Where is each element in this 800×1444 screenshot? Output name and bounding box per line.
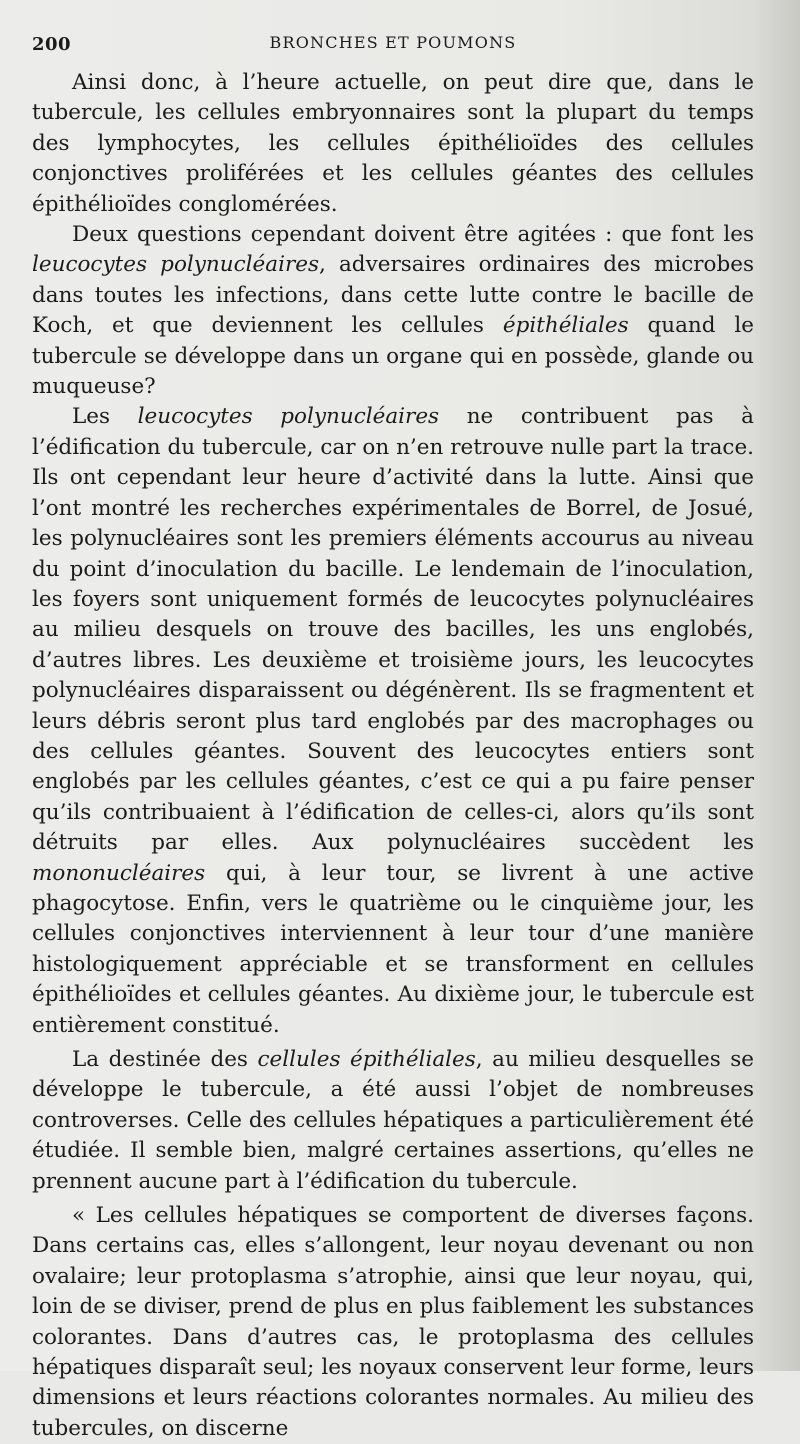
italic-term-leucocytes-polynucleaires: leucocytes polynucléaires	[137, 404, 440, 430]
italic-term-cellules-epitheliales: cellules épithéliales	[257, 1047, 476, 1072]
italic-term-mononucleaires: mononucléaires	[32, 860, 206, 886]
paragraph-1	[32, 68, 754, 220]
paragraph-4	[32, 1045, 754, 1197]
page-number: 200	[32, 34, 72, 55]
running-title: BRONCHES ET POUMONS	[269, 33, 517, 52]
paragraph-1-text: Ainsi donc, à l’heure actuelle, on peut dire que, dans le tubercule, les cellules embryonnaires sont la plupart du temps des lymphocytes, les cellules épithélioïdes des cellules conjonctives proliférées et les cellules géantes des cellules épithélioïdes conglomérées.	[32, 70, 754, 217]
paragraph-2-text-a: Deux questions cependant doivent être agitées : que font les	[72, 222, 754, 248]
running-header	[32, 30, 754, 56]
paragraph-2-text-c: quand le tubercule se développe dans un organe qui en possède, glande ou muqueuse?	[32, 313, 755, 400]
italic-term-leucocytes-polynucleaires: leucocytes polynucléaires	[32, 252, 319, 278]
paragraph-4-text-b: , au milieu desquelles se développe le tubercule, a été aussi l’objet de nombreuses controverses. Celle des cellules hépatiques a particulièrement été étudiée. Il semble bien, malgré certaines assertions, qu’elles ne prennent aucune part à l’édification du tubercule.	[32, 1047, 755, 1194]
paragraph-2-text-b: , adversaires ordinaires des microbes dans toutes les infections, dans cette lutte contre le bacille de Koch, et que deviennent les cellules	[32, 252, 754, 339]
paragraph-5-text: « Les cellules hépatiques se comportent de diverses façons. Dans certains cas, elles s’allongent, leur noyau devenant ou non ovalaire; leur protoplasma s’atrophie, ainsi que leur noyau, qui, loin de se diviser, prend de plus en plus faiblement les substances colorantes. Dans d’autres cas, le protoplasma des cellules hépatiques disparaît seul; les noyaux conservent leur forme, leurs dimensions et leurs réactions colorantes normales. Au milieu des tubercules, on discerne	[32, 1203, 754, 1441]
paragraph-2	[32, 220, 754, 402]
paragraph-4-text-a: La destinée des	[72, 1047, 258, 1072]
paragraph-3	[32, 402, 754, 1041]
paragraph-5	[32, 1201, 754, 1444]
paragraph-3-text-c: qui, à leur tour, se livrent à une active phagocytose. Enfin, vers le quatrième ou le cinquième jour, les cellules conjonctives interviennent à leur tour d’une manière histologiquement appréciable et se transforment en cellules épithélioïdes et cellules géantes. Au dixième jour, le tubercule est entièrement constitué.	[32, 860, 754, 1038]
body-text	[32, 68, 754, 1444]
paragraph-3-text-b: ne contribuent pas à l’édification du tubercule, car on n’en retrouve nulle part la trace. Ils ont cependant leur heure d’activité dans la lutte. Ainsi que l’ont montré les recherches expérimentales de Borrel, de Josué, les polynucléaires sont les premiers éléments accourus au niveau du point d’inoculation du bacille. Le lendemain de l’inoculation, les foyers sont uniquement formés de leucocytes polynucléaires au milieu desquels on trouve des bacilles, les uns englobés, d’autres libres. Les deuxième et troisième jours, les leucocytes polynucléaires disparaissent ou dégénèrent. Ils se fragmentent et leurs débris seront plus tard englobés par des macrophages ou des cellules géantes. Souvent des leucocytes entiers sont englobés par les cellules géantes, c’est ce qui a pu faire penser qu’ils contribuaient à l’édification de celles-ci, alors qu’ils sont détruits par elles. Aux polynucléaires succèdent les	[32, 404, 754, 856]
paragraph-3-text-a: Les	[72, 404, 138, 430]
italic-term-epitheliales: épithéliales	[502, 313, 629, 339]
